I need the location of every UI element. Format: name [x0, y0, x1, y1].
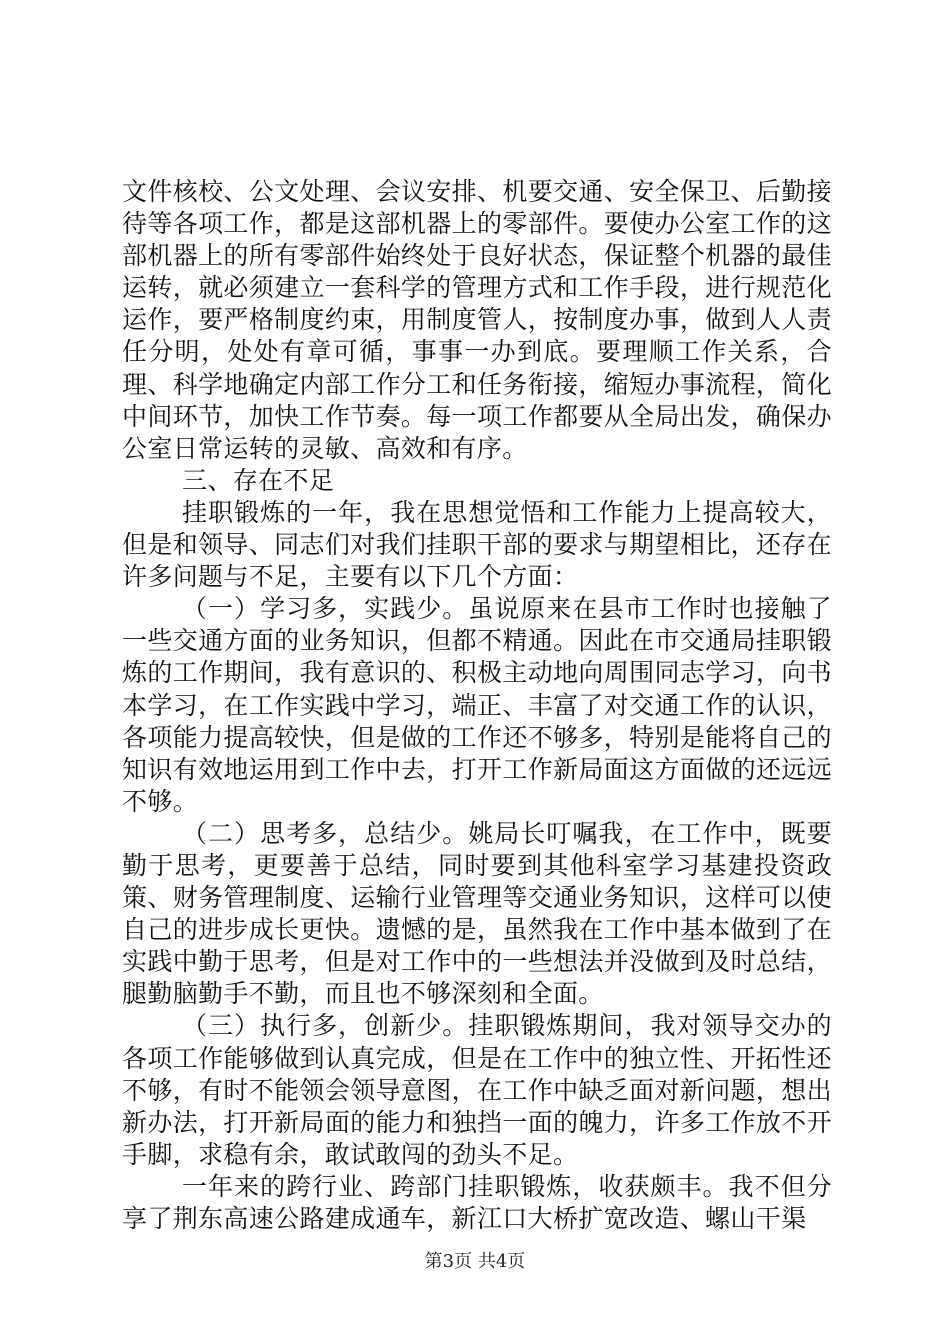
paragraph-item-2: （二）思考多，总结少。姚局长叮嘱我，在工作中，既要勤于思考，更要善于总结，同时要到其他科室学习基建投资政策、财务管理制度、运输行业管理等交通业务知识，这样可以使自己的进步成长更快。遗憾的是，虽然我在工作中基本做到了在实践中勤于思考，但是对工作中的一些想法并没做到及时总结，腿勤脑勤手不勤，而且也不够深刻和全面。 [122, 818, 832, 1009]
paragraph-item-3: （三）执行多，创新少。挂职锻炼期间，我对领导交办的各项工作能够做到认真完成，但是在工作中的独立性、开拓性还不够，有时不能领会领导意图，在工作中缺乏面对新问题，想出新办法，打开新局面的能力和独挡一面的魄力，许多工作放不开手脚，求稳有余，敢试敢闯的劲头不足。 [122, 1011, 832, 1169]
paragraph-item-1: （一）学习多，实践少。虽说原来在县市工作时也接触了一些交通方面的业务知识，但都不精通。因此在市交通局挂职锻炼的工作期间，我有意识的、积极主动地向周围同志学习，向书本学习，在工作实践中学习，端正、丰富了对交通工作的认识，各项能力提高较快，但是做的工作还不够多，特别是能将自己的知识有效地运用到工作中去，打开工作新局面这方面做的还远远不够。 [122, 594, 832, 816]
section-heading: 三、存在不足 [182, 465, 335, 495]
page-number: 第3页 共4页 [424, 1251, 526, 1272]
paragraph-intro: 挂职锻炼的一年，我在思想觉悟和工作能力上提高较大，但是和领导、同志们对我们挂职干部的要求与期望相比，还存在许多问题与不足，主要有以下几个方面： [122, 497, 832, 592]
paragraph-continuation: 文件核校、公文处理、会议安排、机要交通、安全保卫、后勤接待等各项工作，都是这部机器上的零部件。要使办公室工作的这部机器上的所有零部件始终处于良好状态，保证整个机器的最佳运转，就必须建立一套科学的管理方式和工作手段，进行规范化运作，要严格制度约束，用制度管人，按制度办事，做到人人责任分明，处处有章可循，事事一办到底。要理顺工作关系，合理、科学地确定内部工作分工和任务衔接，缩短办事流程，简化中间环节，加快工作节奏。每一项工作都要从全局出发，确保办公室日常运转的灵敏、高效和有序。 [122, 177, 832, 463]
paragraph-summary: 一年来的跨行业、跨部门挂职锻炼，收获颇丰。我不但分享了荆东高速公路建成通车，新江口大桥扩宽改造、螺山干渠 [122, 1171, 832, 1233]
document-body [122, 176, 832, 1235]
